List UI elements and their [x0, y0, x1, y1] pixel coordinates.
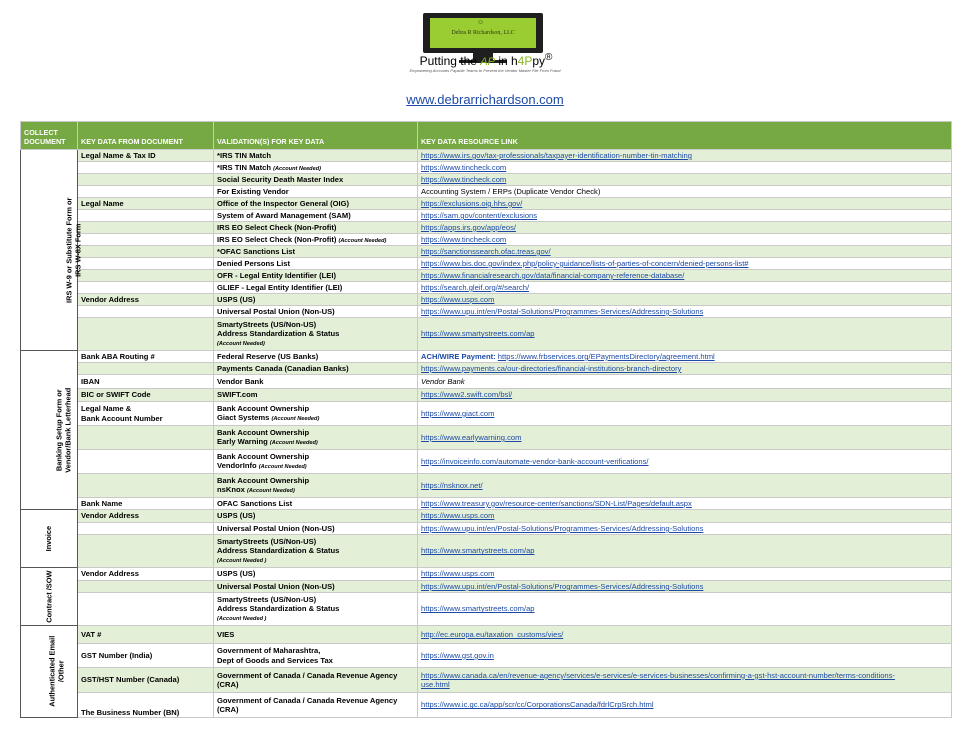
- resource-link[interactable]: https://www.usps.com: [421, 569, 495, 579]
- resource-link[interactable]: https://www.payments.ca/our-directories/financial-institutions-branch-directory: [421, 363, 682, 373]
- table-row: IRS EO Select Check (Non-Profit) (Account Needed) https://www.tincheck.com: [21, 234, 952, 246]
- table-row: IRS EO Select Check (Non-Profit) https://apps.irs.gov/app/eos/: [21, 222, 952, 234]
- table-row: Legal Name Office of the Inspector General (OIG) https://exclusions.oig.hhs.gov/: [21, 198, 952, 210]
- resource-link[interactable]: https://www.giact.com: [421, 408, 495, 418]
- group-irs-form: IRS W-9 or Substitute Form or IRS W-8X Form: [21, 150, 78, 351]
- resource-link[interactable]: https://www.smartystreets.com/ap: [421, 329, 535, 339]
- group-invoice: Invoice: [21, 510, 78, 568]
- document-header: [0, 0, 969, 118]
- table-row: For Existing Vendor Accounting System / ERPs (Duplicate Vendor Check): [21, 186, 952, 198]
- tagline: Putting the AP in h4Ppy®: [419, 52, 553, 68]
- table-row: Banking Setup Form or Vendor/Bank Letterhead Bank ABA Routing # Federal Reserve (US Banks) ACH/WIRE Payment: https://www.frbservices.org/EPaymentsDirectory/agreement.html: [21, 351, 952, 363]
- table-row: Authenticated Email /Other VAT # VIES http://ec.europa.eu/taxation_customs/vies/: [21, 626, 952, 644]
- table-row: Universal Postal Union (Non-US) https://www.upu.int/en/Postal-Solutions/Programmes-Services/Addressing-Solutions: [21, 306, 952, 318]
- table-header-row: [21, 122, 952, 150]
- resource-link[interactable]: https://sam.gov/content/exclusions: [421, 210, 538, 220]
- resource-link[interactable]: https://exclusions.oig.hhs.gov/: [421, 198, 523, 208]
- col-header-collect: COLLECT DOCUMENT: [21, 122, 78, 150]
- col-header-validation: VALIDATION(S) FOR KEY DATA: [214, 122, 418, 150]
- resource-link[interactable]: https://www.usps.com: [421, 294, 495, 304]
- resource-link[interactable]: https://www.upu.int/en/Postal-Solutions/Programmes-Services/Addressing-Solutions: [421, 523, 704, 533]
- table-row: Bank Account Ownership nsKnox (Account Needed) https://nsknox.net/: [21, 474, 952, 498]
- resource-link[interactable]: https://www.canada.ca/en/revenue-agency/services/e-services/e-services-businesses/confirming-a-gst-hst-account-number/terms-conditions- use.html: [421, 670, 895, 689]
- monitor-icon: [423, 13, 543, 53]
- resource-link[interactable]: https://nsknox.net/: [421, 480, 483, 490]
- table-row: IBAN Vendor Bank Vendor Bank: [21, 375, 952, 389]
- smiley-icon: ☺: [477, 19, 485, 26]
- table-row: Contract /SOW Vendor Address USPS (US) https://www.usps.com: [21, 568, 952, 581]
- logo-text: Debra R Richardson, LLC: [451, 30, 515, 36]
- resource-link[interactable]: https://www.upu.int/en/Postal-Solutions/Programmes-Services/Addressing-Solutions: [421, 306, 704, 316]
- resource-link[interactable]: https://www.irs.gov/tax-professionals/taxpayer-identification-number-tin-matching: [421, 150, 692, 160]
- subtagline: Empowering Accounts Payable Teams to Prevent the Vendor Master File From Fraud: [409, 68, 561, 73]
- table-row: *OFAC Sanctions List https://sanctionssearch.ofac.treas.gov/: [21, 246, 952, 258]
- resource-link[interactable]: https://www.tincheck.com: [421, 174, 507, 184]
- table-row: SmartyStreets (US/Non-US) Address Standardization & Status (Account Needed ) https://www.smartystreets.com/ap: [21, 593, 952, 626]
- table-row: GST/HST Number (Canada) Government of Canada / Canada Revenue Agency (CRA) https://www.canada.ca/en/revenue-agency/services/e-services/e-services-businesses/confirming-a-gst-hst-account-number/terms-conditions- use.html: [21, 668, 952, 693]
- resource-link[interactable]: https://www.tincheck.com: [421, 234, 507, 244]
- resource-link[interactable]: https://search.gleif.org/#/search/: [421, 282, 530, 292]
- resource-link[interactable]: https://www.financialresearch.gov/data/financial-company-reference-database/: [421, 270, 685, 280]
- table-row: SmartyStreets (US/Non-US) Address Standardization & Status (Account Needed) https://www.smartystreets.com/ap: [21, 318, 952, 351]
- table-row: GLIEF - Legal Entity Identifier (LEI) https://search.gleif.org/#/search/: [21, 282, 952, 294]
- table-row: Bank Name OFAC Sanctions List https://www.treasury.gov/resource-center/sanctions/SDN-List/Pages/default.aspx: [21, 498, 952, 510]
- resource-link[interactable]: https://www.treasury.gov/resource-center/sanctions/SDN-List/Pages/default.aspx: [421, 498, 692, 508]
- resource-link[interactable]: https://www.smartystreets.com/ap: [421, 546, 535, 556]
- table-row: Bank Account Ownership Early Warning (Account Needed) https://www.earlywarning.com: [21, 426, 952, 450]
- group-authenticated-email: Authenticated Email /Other: [21, 626, 78, 718]
- resource-link[interactable]: https://www.tincheck.com: [421, 162, 507, 172]
- col-header-resource-link: KEY DATA RESOURCE LINK: [418, 122, 952, 150]
- resource-link[interactable]: https://www2.swift.com/bsl/: [421, 390, 513, 400]
- vendor-validation-table: [20, 121, 952, 718]
- table-row: Universal Postal Union (Non-US) https://www.upu.int/en/Postal-Solutions/Programmes-Services/Addressing-Solutions: [21, 581, 952, 593]
- resource-link[interactable]: https://www.bis.doc.gov/index.php/policy-guidance/lists-of-parties-of-concern/denied-persons-list#: [421, 258, 749, 268]
- table-row: IRS W-9 or Substitute Form or IRS W-8X Form Legal Name & Tax ID *IRS TIN Match https://www.irs.gov/tax-professionals/taxpayer-identification-number-tin-matching: [21, 150, 952, 162]
- table-row: Universal Postal Union (Non-US) https://www.upu.int/en/Postal-Solutions/Programmes-Services/Addressing-Solutions: [21, 523, 952, 535]
- resource-link[interactable]: https://sanctionssearch.ofac.treas.gov/: [421, 246, 551, 256]
- resource-link[interactable]: https://www.smartystreets.com/ap: [421, 604, 535, 614]
- table-row: OFR - Legal Entity Identifier (LEI) https://www.financialresearch.gov/data/financial-company-reference-database/: [21, 270, 952, 282]
- table-row: The Business Number (BN) Government of Canada / Canada Revenue Agency (CRA) https://www.ic.gc.ca/app/scr/cc/CorporationsCanada/fdrlCrpSrch.html: [21, 693, 952, 718]
- table-row: Social Security Death Master Index https://www.tincheck.com: [21, 174, 952, 186]
- table-row: Bank Account Ownership VendorInfo (Account Needed) https://invoiceinfo.com/automate-vendor-bank-account-verifications/: [21, 450, 952, 474]
- table-row: Denied Persons List https://www.bis.doc.gov/index.php/policy-guidance/lists-of-parties-of-concern/denied-persons-list#: [21, 258, 952, 270]
- table-row: GST Number (India) Government of Maharashtra, Dept of Goods and Services Tax https://www.gst.gov.in: [21, 644, 952, 668]
- resource-link[interactable]: https://www.earlywarning.com: [421, 432, 522, 442]
- resource-link[interactable]: https://www.ic.gc.ca/app/scr/cc/CorporationsCanada/fdrlCrpSrch.html: [421, 700, 654, 710]
- table-row: Invoice Vendor Address USPS (US) https://www.usps.com: [21, 510, 952, 523]
- group-contract-sow: Contract /SOW: [21, 568, 78, 626]
- table-row: *IRS TIN Match (Account Needed) https://www.tincheck.com: [21, 162, 952, 174]
- table-row: Payments Canada (Canadian Banks) https://www.payments.ca/our-directories/financial-institutions-branch-directory: [21, 363, 952, 375]
- resource-link[interactable]: https://www.upu.int/en/Postal-Solutions/Programmes-Services/Addressing-Solutions: [421, 581, 704, 591]
- table-row: Legal Name & Bank Account Number Bank Account Ownership Giact Systems (Account Needed) https://www.giact.com: [21, 402, 952, 426]
- resource-link[interactable]: http://ec.europa.eu/taxation_customs/vies/: [421, 629, 564, 639]
- resource-link[interactable]: https://www.gst.gov.in: [421, 650, 494, 660]
- resource-link[interactable]: https://www.usps.com: [421, 511, 495, 521]
- website-link[interactable]: www.debrarrichardson.com: [406, 92, 564, 107]
- table-row: SmartyStreets (US/Non-US) Address Standardization & Status (Account Needed ) https://www.smartystreets.com/ap: [21, 535, 952, 568]
- table-row: Vendor Address USPS (US) https://www.usps.com: [21, 294, 952, 306]
- table-row: BIC or SWIFT Code SWIFT.com https://www2.swift.com/bsl/: [21, 389, 952, 402]
- resource-link[interactable]: https://apps.irs.gov/app/eos/: [421, 222, 516, 232]
- table-row: System of Award Management (SAM) https://sam.gov/content/exclusions: [21, 210, 952, 222]
- col-header-key-data: KEY DATA FROM DOCUMENT: [78, 122, 214, 150]
- group-banking-form: Banking Setup Form or Vendor/Bank Letterhead: [21, 351, 78, 510]
- resource-link[interactable]: https://www.frbservices.org/EPaymentsDirectory/agreement.html: [497, 351, 715, 361]
- resource-link[interactable]: https://invoiceinfo.com/automate-vendor-bank-account-verifications/: [421, 456, 649, 466]
